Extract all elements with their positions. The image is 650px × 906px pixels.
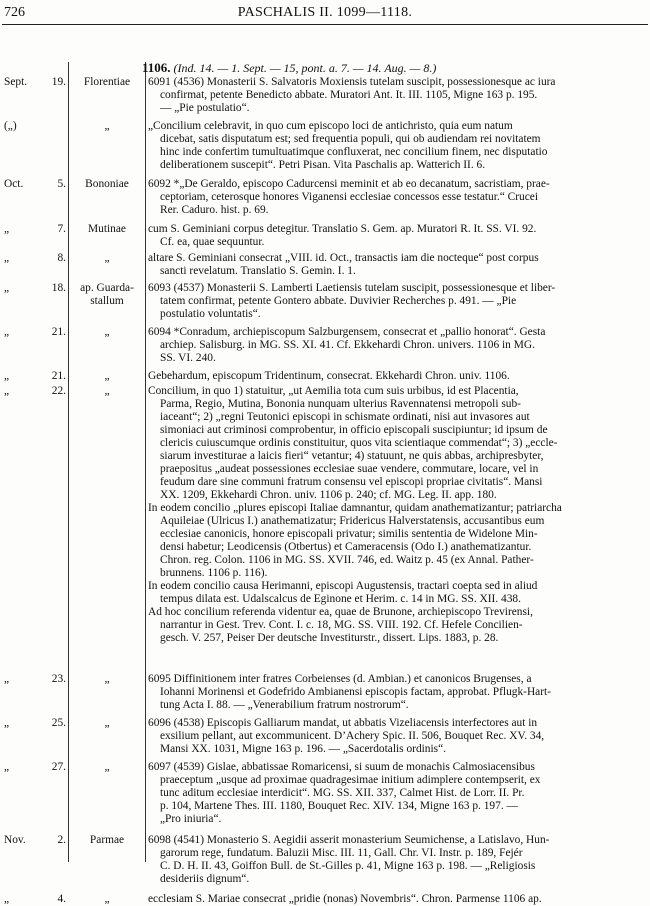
text-line: archiep. Salisburg. in MG. SS. XI. 41. Cf. Ekkehardi Chron. univers. 1106 in MG.	[160, 338, 535, 351]
entry-text	[148, 223, 642, 249]
text-line: narrantur in Gest. Trev. Cont. I. c. 18, MG. SS. VIII. 192. Cf. Hefele Concilien-	[160, 619, 523, 632]
text-line: confirmat, petente Benedicto abbate. Muratori Ant. It. III. 1105, Migne 163 p. 195.	[160, 89, 538, 101]
entry-day: 18.	[51, 281, 66, 294]
entry-month: „	[4, 252, 10, 265]
text-line: Chron. reg. Colon. 1106 in MG. SS. XVII. 746, ed. Waitz p. 45 (ex Annal. Pather-	[160, 554, 534, 567]
text-line: — „Pie postulatio“.	[160, 102, 250, 114]
entry-month: „	[4, 370, 10, 382]
entry-text	[148, 76, 642, 115]
entry-text	[148, 178, 642, 217]
text-line: tung Acta I. 88. — „Venerabilium fratrum nostrorum“.	[160, 699, 409, 712]
entry-month: Oct.	[4, 178, 24, 191]
entry-day: 22.	[51, 385, 66, 398]
entry-day: 8.	[57, 252, 66, 265]
text-line: Aquileiae (Ulricus I.) anathematizatur; Fridericus Halverstatensis, accusantibus eum	[160, 515, 545, 528]
text-line: Concilium, in quo 1) statuitur, „ut Aemilia tota cum suis urbibus, id est Placentia,	[148, 385, 519, 398]
entry-place: „	[104, 892, 110, 905]
entry-place: „	[104, 325, 110, 338]
text-line: cum S. Geminiani corpus detegitur. Translatio S. Gem. ap. Muratori R. It. SS. VI. 92.	[148, 222, 537, 235]
entry-place: Mutinae	[88, 222, 126, 235]
entry-text	[148, 326, 642, 365]
entry-day: 21.	[51, 325, 66, 338]
entry-month: „	[4, 717, 10, 730]
text-line: sancti revelatum. Translatio S. Gemin. I. 1.	[160, 265, 356, 278]
text-line: tunc aditum ecclesiae interdicit“. MG. SS. XII. 337, Calmet Hist. de Lorr. II. Pr.	[160, 787, 525, 800]
entry-day: 25.	[51, 717, 66, 730]
text-line: postulatio voluntatis“.	[160, 307, 261, 320]
entry-month: „	[4, 222, 10, 235]
text-line: XX. 1209, Ekkehardi Chron. univ. 1106 p. 240; cf. MG. Leg. II. app. 180.	[160, 489, 497, 502]
entry-text	[148, 120, 642, 172]
text-line: Mansi XX. 1031, Migne 163 p. 196. — „Sacerdotalis ordinis“.	[160, 743, 446, 756]
text-line: Iohanni Morinensi et Godefrido Ambianensi episcopis factam, approbat. Pflugk-Hart-	[160, 686, 551, 699]
text-line: clericis cuiuscumque ordinis constituitur, quos vita scientiaque commendat“; 3) „eccle-	[160, 437, 558, 450]
page-title: PASCHALIS II. 1099—1118.	[237, 5, 413, 20]
text-line: ecclesiam S. Mariae consecrat „pridie (nonas) Novembris“. Chron. Parmense 1106 ap.	[148, 892, 542, 905]
entry-place: „	[104, 385, 110, 398]
text-line: C. D. H. II. 43, Goiffon Bull. de St.-Gilles p. 41, Migne 163 p. 198. — „Religiosis	[160, 860, 536, 873]
text-line: p. 104, Martene Thes. III. 1180, Bouquet Rec. XIV. 134, Migne 163 p. 197. —	[160, 800, 518, 813]
entry-text	[148, 385, 642, 645]
text-line: „Concilium celebravit, in quo cum episcopo loci de antichristo, quia eum natum	[148, 120, 513, 133]
entry-text	[148, 370, 642, 383]
entry-place: „	[104, 120, 110, 133]
year-heading	[142, 60, 436, 76]
text-line: densi habetur; Leodicensis (Otbertus) et Cameracensis (Odo I.) anathematizantur.	[160, 541, 532, 554]
text-line: 6094 *Conradum, archiepiscopum Salzburgensem, consecrat et „pallio honorat“. Gesta	[148, 325, 546, 338]
entry-place: Parmae	[89, 834, 125, 847]
text-line: Ad hoc concilium referenda videntur ea, quae de Brunone, archiepiscopo Trevirensi,	[148, 606, 533, 619]
year-number: 1106.	[142, 60, 171, 75]
entry-text	[148, 761, 642, 826]
text-line: „Pro iniuria“.	[160, 813, 222, 826]
page-number: 726	[4, 5, 25, 20]
text-line: tatem confirmat, petente Gontero abbate. Duvivier Recherches p. 491. — „Pie	[160, 294, 517, 307]
text-line: 6097 (4539) Gislae, abbatissae Romaricensi, si suum de monachis Calmosiacensibus	[148, 761, 535, 774]
entry-place: Bononiae	[85, 178, 129, 191]
text-line: 6096 (4538) Episcopis Galliarum mandat, ut abbatis Vizeliacensis interfectores aut in	[148, 717, 538, 730]
entry-month: „	[4, 673, 10, 686]
text-line: 6092 *„De Geraldo, episcopo Cadurcensi meminit et ab eo decanatum, sacristiam, prae-	[148, 178, 550, 191]
text-line: feudum dare sine communi fratrum consensu vel episcopi propriae civitatis“. Mansi	[160, 476, 543, 489]
entry-day: 23.	[51, 673, 66, 686]
text-line: praeceptum „usque ad proximae quadragesimae initium adimplere contempserit, ex	[160, 774, 541, 787]
entry-place: Florentiae	[83, 76, 131, 88]
entry-text	[148, 717, 642, 756]
entry-month: („)	[4, 120, 17, 133]
text-line: 6098 (4541) Monasterio S. Aegidii asserit monasterium Seumichense, a Latislavo, Hun-	[148, 834, 550, 847]
entry-month: „	[4, 325, 10, 338]
entry-place: „	[104, 252, 110, 265]
entry-place: „	[104, 673, 110, 686]
running-header	[0, 5, 650, 25]
entry-text	[148, 282, 642, 321]
text-line: In eodem concilio causa Herimanni, episcopi Augustensis, tractari coepta sed in aliud	[148, 580, 538, 593]
entry-day: 21.	[51, 370, 66, 382]
text-line: garorum rege, fundatum. Baluzii Misc. III. 11, Gall. Chr. VI. Instr. p. 189, Fejér	[160, 847, 523, 860]
entry-month: „	[4, 385, 10, 398]
text-line: exsilium pellant, aut excommunicent. D’Achery Spic. II. 506, Bouquet Rec. XV. 34,	[160, 730, 545, 743]
text-line: 6095 Diffinitionem inter fratres Corbeienses (d. Ambian.) et canonicos Brugenses, a	[148, 673, 532, 686]
text-line: tempus dilata est. Udalscalcus de Eginone et Herim. c. 14 in MG. SS. XII. 438.	[160, 593, 521, 606]
date-column-rule	[68, 62, 69, 862]
header-rule	[2, 24, 648, 25]
text-line: simoniaci aut criminosi comprobentur, in officio episcopali suscipiuntur; id ipsum de	[160, 424, 548, 437]
text-line: SS. VI. 240.	[160, 351, 216, 364]
entry-day: 27.	[51, 761, 66, 774]
text-line: 6093 (4537) Monasterii S. Lamberti Laetiensis tutelam suscipit, possessionesque et liber-	[148, 281, 556, 294]
entry-text	[148, 673, 642, 712]
text-line: Parma, Regio, Mutina, Bononia nunquam ulterius Ravennatensi metropoli sub-	[160, 398, 521, 411]
text-line: altare S. Geminiani consecrat „VIII. id. Oct., transactis iam die nocteque“ post corpus	[148, 252, 539, 265]
text-line: Cf. ea, quae sequuntur.	[160, 235, 265, 248]
text-line: ecclesiae canonicis, honore episcopali privatur; similis sententia de Widelone Min-	[160, 528, 538, 541]
text-line: Gebehardum, episcopum Tridentinum, consecrat. Ekkehardi Chron. univ. 1106.	[148, 370, 510, 382]
entry-text	[148, 252, 642, 278]
text-line: brunnens. 1106 p. 116).	[160, 567, 268, 580]
text-line: hinc inde confertim tumultuatimque confluxerat, nec concilium finem, nec disputatio	[160, 146, 548, 159]
entry-place: ap. Guarda- stallum	[80, 281, 134, 307]
year-details: (Ind. 14. — 1. Sept. — 15, pont. a. 7. — 14. Aug. — 8.)	[173, 61, 437, 75]
entry-place: „	[104, 370, 110, 382]
text-line: dicebat, satis disputatum est; sed frequentia populi, qui ob audiendam rei novitatem	[160, 133, 541, 146]
text-line: praepositus „audeat possessiones ecclesiae suae vendere, commutare, locare, vel in	[160, 463, 539, 476]
entry-month: Sept.	[4, 76, 28, 88]
entry-month: „	[4, 761, 10, 774]
place-column-rule	[145, 62, 146, 862]
entry-month: „	[4, 892, 10, 905]
entry-text	[148, 893, 642, 906]
entry-day: 19.	[51, 76, 66, 88]
entry-place: „	[104, 717, 110, 730]
text-line: ceptoriam, ceterosque honores Viganensi ecclesiae concessos esse testatur.“ Crucei	[160, 191, 539, 204]
entry-day: 7.	[57, 222, 66, 235]
text-line: siarum investiturae a laicis fieri“ vetantur; 4) statuunt, ne quis abbas, archipresbyter,	[160, 450, 544, 463]
text-line: deliberationem suscepit“. Petri Pisan. Vita Paschalis ap. Watterich II. 6.	[160, 159, 486, 172]
entry-day: 5.	[57, 178, 66, 191]
entry-day: 4.	[57, 892, 66, 905]
text-line: Rer. Caduro. hist. p. 69.	[160, 204, 269, 217]
entry-text	[148, 834, 642, 886]
text-line: 6091 (4536) Monasterii S. Salvatoris Moxiensis tutelam suscipit, possessionesque ac iura	[148, 76, 556, 88]
entry-month: „	[4, 281, 10, 294]
text-line: gesch. V. 257, Peiser Der deutsche Investiturstr., dissert. Lips. 1883, p. 28.	[160, 632, 499, 645]
text-line: iaceant“; 2) „regni Teutonici episcopi in schismate ordinati, nisi aut invasores aut	[160, 411, 530, 424]
entry-month: Nov.	[4, 834, 26, 847]
entry-day: 2.	[57, 834, 66, 847]
text-line: In eodem concilio „plures episcopi Italiae damnantur, quidam anathematizantur; patriarcha	[148, 502, 562, 515]
text-line: desideriis dignum“.	[160, 873, 250, 886]
entry-place: „	[104, 761, 110, 774]
